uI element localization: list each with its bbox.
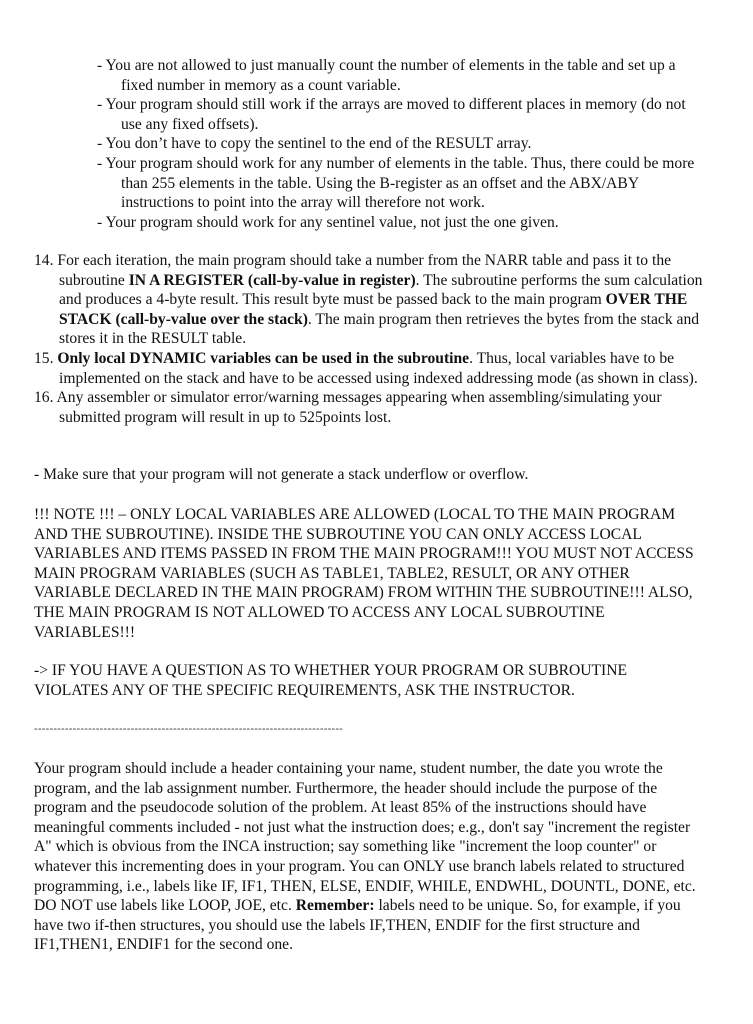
item-text: Any assembler or simulator error/warning messages appearing when assembling/simulating your submitted program will result in up to 525points lost. [56,389,662,426]
numbered-requirements [34,251,704,427]
item-emphasis: OVER THE STACK (call-by-value over the stack) [59,291,688,328]
item-text: . Thus, local variables have to be implemented on the stack and have to be accessed using indexed addressing mode (as shown in class). [59,349,698,387]
item-emphasis: Only local DYNAMIC variables can be used in the subroutine [57,349,470,367]
separator-line: -------------------------------------------------------------------------------- [34,723,344,735]
requirements-bullet-list [97,56,707,232]
list-item: - Your program should work for any number of elements in the table. Thus, there could be more than 255 elements in the table. Using the B-register as an offset and the ABX/ABY instructions to point into the array will therefore not work. [97,154,695,212]
item-number: 14. [34,252,54,269]
list-item: - You are not allowed to just manually count the number of elements in the table and set up a fixed number in memory as a count variable. [97,57,676,94]
item-15 [34,349,704,388]
item-14 [34,251,704,349]
stack-note: - Make sure that your program will not generate a stack underflow or overflow. [34,466,529,483]
header-instructions-paragraph [34,759,704,955]
list-item: - Your program should work for any sentinel value, not just the one given. [97,213,559,231]
item-number: 15. [34,349,54,367]
item-16 [34,388,704,427]
question-note: -> IF YOU HAVE A QUESTION AS TO WHETHER YOUR PROGRAM OR SUBROUTINE VIOLATES ANY OF THE SPECIFIC REQUIREMENTS, ASK THE INSTRUCTOR. [34,662,628,699]
item-number: 16. [34,389,54,407]
paragraph-text: Your program should include a header containing your name, student number, the date you wrote the program, and the lab assignment number. Furthermore, the header should include the purpose of the program and the pseudocode solution of the problem. At least 85% of the instructions should have meaningful comments included - not just what the instruction does; e.g., don't say "increment the register A" which is obvious from the INCA instruction; say something like "increment the loop counter" or whatever this incrementing does in your program. You can ONLY use branch labels related to structured programming, i.e., labels like IF, IF1, THEN, ELSE, ENDIF, WHILE, ENDWHL, DOUNTL, DONE, etc. DO NOT use labels like LOOP, JOE, etc. [34,760,696,915]
item-text: . The subroutine performs the sum calculation and produces a 4-byte result. This result byte must be passed back to the main program [59,271,703,309]
paragraph-emphasis: Remember: [295,897,375,915]
item-text: For each iteration, the main program should take a number from the NARR table and pass it to the subroutine [57,252,672,289]
item-emphasis: IN A REGISTER (call-by-value in register) [128,271,416,289]
paragraph-text: labels need to be unique. So, for example, if you have two if-then structures, you should use the labels IF,THEN, ENDIF for the first structure and IF1,THEN1, ENDIF1 for the second one. [34,897,681,954]
list-item: - Your program should still work if the arrays are moved to different places in memory (do not use any fixed offsets). [97,96,686,133]
local-variables-note: !!! NOTE !!! – ONLY LOCAL VARIABLES ARE ALLOWED (LOCAL TO THE MAIN PROGRAM AND THE SUBROUTINE). INSIDE THE SUBROUTINE YOU CAN ONLY ACCESS LOCAL VARIABLES AND ITEMS PASSED IN FROM THE MAIN PROGRAM!!! YOU MUST NOT ACCESS MAIN PROGRAM VARIABLES (SUCH AS TABLE1, TABLE2, RESULT, OR ANY OTHER VARIABLE DECLARED IN THE MAIN PROGRAM) FROM WITHIN THE SUBROUTINE!!! ALSO, THE MAIN PROGRAM IS NOT ALLOWED TO ACCESS ANY LOCAL SUBROUTINE VARIABLES!!! [34,506,694,641]
list-item: - You don’t have to copy the sentinel to the end of the RESULT array. [97,135,532,153]
item-text: . The main program then retrieves the bytes from the stack and stores it in the RESULT table. [59,310,700,348]
